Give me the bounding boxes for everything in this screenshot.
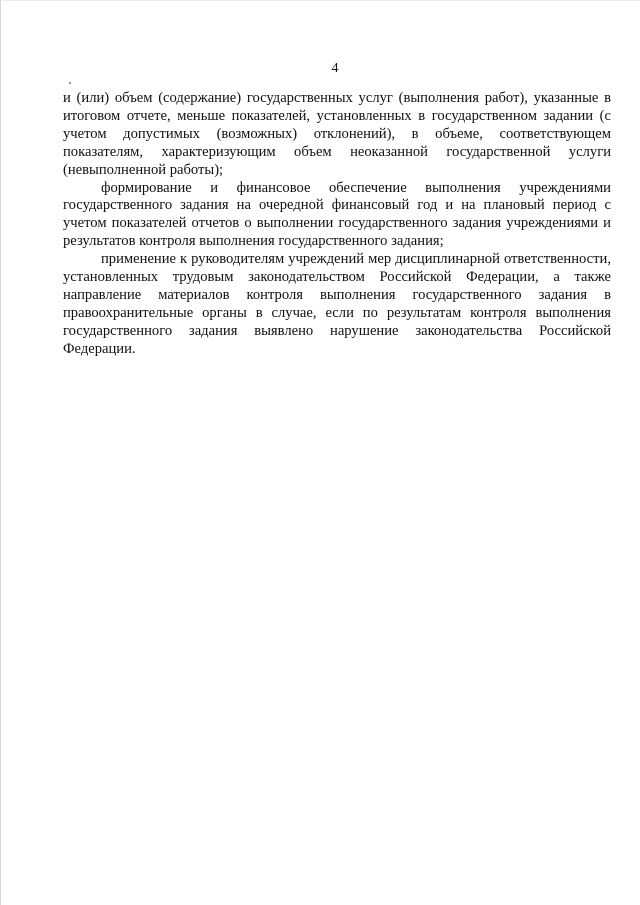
scan-speck (69, 82, 71, 84)
paragraph-2: формирование и финансовое обеспечение выполнения учреждениями государственного задания на очередной финансовый год и на плановый период с учетом показателей отчетов о выполнении государственного задания учреждениями и результатов контроля выполнения государственного задания; (63, 179, 611, 250)
page-number: 4 (331, 61, 339, 76)
paragraph-1: и (или) объем (содержание) государственных услуг (выполнения работ), указанные в итоговом отчете, меньше показателей, установленных в государственном задании (с учетом допустимых (возможных) отклонений), в объеме, соответствующем показателям, характеризующим объем неоказанной государственной услуги (невыполненной работы); (63, 90, 611, 178)
paragraph-3: применение к руководителям учреждений мер дисциплинарной ответственности, установленных трудовым законодательством Российской Федерации, а также направление материалов контроля выполнения государственного задания в правоохранительные органы в случае, если по результатам контроля выполнения государственного задания выявлено нарушение законодательства Российской Федерации. (63, 251, 611, 357)
document-body (63, 90, 611, 359)
